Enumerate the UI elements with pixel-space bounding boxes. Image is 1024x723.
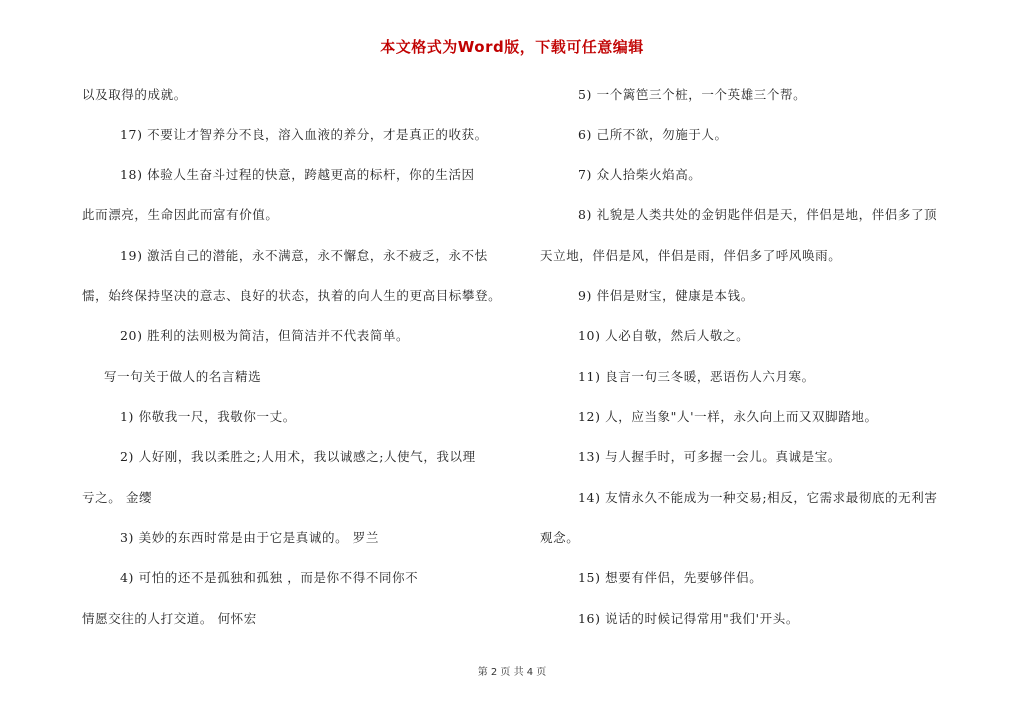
text-line: 观念。 [540,530,580,545]
text-line: 20) 胜利的法则极为简洁，但简洁并不代表简单。 [120,328,410,343]
section-heading: 写一句关于做人的名言精选 [104,369,262,384]
text-line: 情愿交往的人打交道。 何怀宏 [82,611,257,626]
text-line: 4) 可怕的还不是孤独和孤独 ，而是你不得不同你不 [120,570,419,585]
text-line: 11) 良言一句三冬暖，恶语伤人六月寒。 [578,369,815,384]
text-line: 16) 说话的时候记得常用"我们'开头。 [578,611,799,626]
text-line: 14) 友情永久不能成为一种交易;相反，它需求最彻底的无利害 [578,490,938,505]
page-header-title: 本文格式为Word版，下载可任意编辑 [380,38,644,56]
text-line: 以及取得的成就。 [82,87,187,102]
text-line: 天立地，伴侣是风，伴侣是雨，伴侣多了呼风唤雨。 [540,248,842,263]
text-line: 8) 礼貌是人类共处的金钥匙伴侣是天，伴侣是地，伴侣多了顶 [578,207,938,222]
text-line: 5) 一个篱笆三个桩，一个英雄三个帮。 [578,87,807,102]
text-line: 1) 你敬我一尺，我敬你一丈。 [120,409,296,424]
text-line: 18) 体验人生奋斗过程的快意，跨越更高的标杆，你的生活因 [120,167,475,182]
text-line: 13) 与人握手时，可多握一会儿。真诚是宝。 [578,449,841,464]
text-line: 2) 人好刚，我以柔胜之;人用术，我以诚感之;人使气，我以理 [120,449,476,464]
text-line: 3) 美妙的东西时常是由于它是真诚的。 罗兰 [120,530,379,545]
text-line: 19) 激活自己的潜能，永不满意，永不懈怠，永不疲乏，永不怯 [120,248,488,263]
text-line: 6) 己所不欲，勿施于人。 [578,127,728,142]
text-line: 15) 想要有伴侣，先要够伴侣。 [578,570,763,585]
text-line: 7) 众人拾柴火焰高。 [578,167,702,182]
text-line: 12) 人，应当象"人'一样，永久向上而又双脚踏地。 [578,409,878,424]
text-line: 10) 人必自敬，然后人敬之。 [578,328,750,343]
page-number-footer: 第 2 页 共 4 页 [477,667,547,678]
text-line: 亏之。 金缨 [82,490,153,505]
text-line: 17) 不要让才智养分不良，溶入血液的养分，才是真正的收获。 [120,127,488,142]
text-line: 此而漂亮，生命因此而富有价值。 [82,207,279,222]
text-line: 9) 伴侣是财宝，健康是本钱。 [578,288,754,303]
text-line: 懦，始终保持坚决的意志、良好的状态，执着的向人生的更高目标攀登。 [82,288,502,303]
